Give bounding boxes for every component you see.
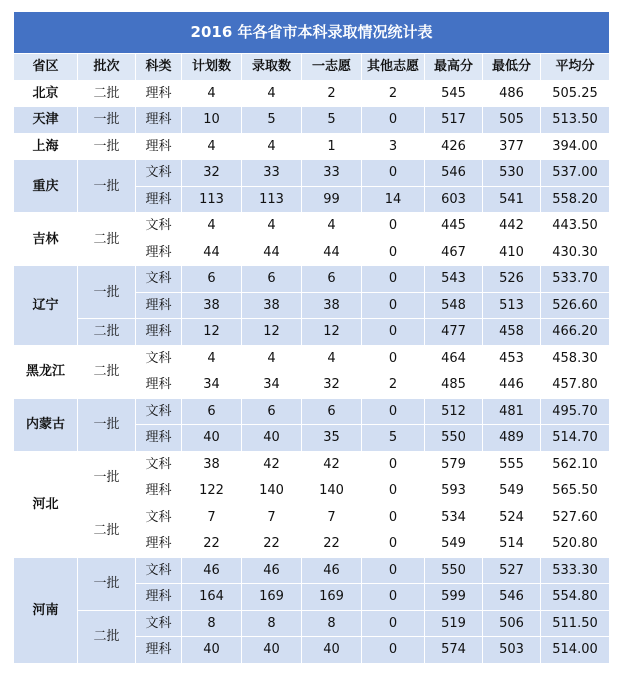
table-row — [14, 398, 610, 425]
min-score-cell: 377 — [483, 133, 541, 160]
first-choice-cell: 44 — [302, 239, 362, 266]
table-row — [14, 504, 610, 531]
batch-cell: 二批 — [78, 610, 136, 663]
table-row — [14, 107, 610, 134]
header-cell: 平均分 — [541, 54, 610, 81]
avg-score-cell: 533.70 — [541, 266, 610, 293]
min-score-cell: 442 — [483, 213, 541, 240]
other-choice-cell: 0 — [362, 531, 425, 558]
category-cell: 理科 — [136, 531, 182, 558]
batch-cell: 二批 — [78, 345, 136, 398]
max-score-cell: 549 — [425, 531, 483, 558]
admitted-count-cell: 113 — [242, 186, 302, 213]
avg-score-cell: 562.10 — [541, 451, 610, 478]
first-choice-cell: 1 — [302, 133, 362, 160]
stats-table-container — [13, 11, 609, 674]
header-row — [14, 54, 610, 81]
max-score-cell: 550 — [425, 557, 483, 584]
plan-count-cell: 8 — [182, 610, 242, 637]
other-choice-cell: 2 — [362, 80, 425, 107]
plan-count-cell: 4 — [182, 80, 242, 107]
header-cell: 最低分 — [483, 54, 541, 81]
other-choice-cell: 0 — [362, 107, 425, 134]
category-cell: 理科 — [136, 425, 182, 452]
other-choice-cell: 0 — [362, 584, 425, 611]
max-score-cell: 574 — [425, 637, 483, 664]
header-cell: 批次 — [78, 54, 136, 81]
category-cell: 文科 — [136, 213, 182, 240]
table-row — [14, 133, 610, 160]
table-body — [14, 80, 610, 663]
first-choice-cell: 5 — [302, 107, 362, 134]
category-cell: 理科 — [136, 239, 182, 266]
admitted-count-cell: 46 — [242, 557, 302, 584]
plan-count-cell: 10 — [182, 107, 242, 134]
table-row — [14, 345, 610, 372]
header-cell: 一志愿 — [302, 54, 362, 81]
avg-score-cell: 458.30 — [541, 345, 610, 372]
table-row — [14, 557, 610, 584]
admitted-count-cell: 33 — [242, 160, 302, 187]
province-cell: 上海 — [14, 133, 78, 160]
first-choice-cell: 35 — [302, 425, 362, 452]
max-score-cell: 546 — [425, 160, 483, 187]
plan-count-cell: 22 — [182, 531, 242, 558]
admitted-count-cell: 4 — [242, 133, 302, 160]
other-choice-cell: 0 — [362, 398, 425, 425]
max-score-cell: 593 — [425, 478, 483, 505]
plan-count-cell: 6 — [182, 266, 242, 293]
avg-score-cell: 514.70 — [541, 425, 610, 452]
province-cell: 河北 — [14, 451, 78, 557]
admitted-count-cell: 12 — [242, 319, 302, 346]
admitted-count-cell: 42 — [242, 451, 302, 478]
avg-score-cell: 537.00 — [541, 160, 610, 187]
header-cell: 省区 — [14, 54, 78, 81]
other-choice-cell: 0 — [362, 637, 425, 664]
other-choice-cell: 0 — [362, 160, 425, 187]
min-score-cell: 503 — [483, 637, 541, 664]
min-score-cell: 546 — [483, 584, 541, 611]
max-score-cell: 548 — [425, 292, 483, 319]
category-cell: 理科 — [136, 372, 182, 399]
table-row — [14, 610, 610, 637]
other-choice-cell: 0 — [362, 239, 425, 266]
batch-cell: 一批 — [78, 557, 136, 610]
avg-score-cell: 466.20 — [541, 319, 610, 346]
min-score-cell: 458 — [483, 319, 541, 346]
other-choice-cell: 0 — [362, 319, 425, 346]
other-choice-cell: 3 — [362, 133, 425, 160]
min-score-cell: 481 — [483, 398, 541, 425]
category-cell: 文科 — [136, 266, 182, 293]
avg-score-cell: 430.30 — [541, 239, 610, 266]
category-cell: 文科 — [136, 345, 182, 372]
category-cell: 文科 — [136, 451, 182, 478]
category-cell: 理科 — [136, 584, 182, 611]
other-choice-cell: 14 — [362, 186, 425, 213]
min-score-cell: 526 — [483, 266, 541, 293]
max-score-cell: 517 — [425, 107, 483, 134]
first-choice-cell: 4 — [302, 345, 362, 372]
category-cell: 理科 — [136, 637, 182, 664]
first-choice-cell: 6 — [302, 398, 362, 425]
table-row — [14, 80, 610, 107]
batch-cell: 二批 — [78, 319, 136, 346]
min-score-cell: 453 — [483, 345, 541, 372]
province-cell: 黑龙江 — [14, 345, 78, 398]
max-score-cell: 579 — [425, 451, 483, 478]
min-score-cell: 514 — [483, 531, 541, 558]
category-cell: 文科 — [136, 557, 182, 584]
category-cell: 理科 — [136, 80, 182, 107]
header-cell: 科类 — [136, 54, 182, 81]
admitted-count-cell: 38 — [242, 292, 302, 319]
min-score-cell: 486 — [483, 80, 541, 107]
max-score-cell: 477 — [425, 319, 483, 346]
first-choice-cell: 33 — [302, 160, 362, 187]
min-score-cell: 505 — [483, 107, 541, 134]
category-cell: 文科 — [136, 504, 182, 531]
min-score-cell: 506 — [483, 610, 541, 637]
plan-count-cell: 4 — [182, 133, 242, 160]
plan-count-cell: 4 — [182, 345, 242, 372]
province-cell: 天津 — [14, 107, 78, 134]
min-score-cell: 527 — [483, 557, 541, 584]
admitted-count-cell: 40 — [242, 425, 302, 452]
max-score-cell: 550 — [425, 425, 483, 452]
table-title: 2016 年各省市本科录取情况统计表 — [14, 12, 610, 54]
province-cell: 辽宁 — [14, 266, 78, 346]
admitted-count-cell: 4 — [242, 345, 302, 372]
min-score-cell: 410 — [483, 239, 541, 266]
other-choice-cell: 2 — [362, 372, 425, 399]
min-score-cell: 555 — [483, 451, 541, 478]
admitted-count-cell: 169 — [242, 584, 302, 611]
max-score-cell: 512 — [425, 398, 483, 425]
admitted-count-cell: 6 — [242, 266, 302, 293]
table-row — [14, 451, 610, 478]
min-score-cell: 489 — [483, 425, 541, 452]
admitted-count-cell: 5 — [242, 107, 302, 134]
plan-count-cell: 113 — [182, 186, 242, 213]
category-cell: 理科 — [136, 319, 182, 346]
plan-count-cell: 46 — [182, 557, 242, 584]
plan-count-cell: 12 — [182, 319, 242, 346]
avg-score-cell: 558.20 — [541, 186, 610, 213]
category-cell: 理科 — [136, 133, 182, 160]
admitted-count-cell: 140 — [242, 478, 302, 505]
table-row — [14, 160, 610, 187]
min-score-cell: 541 — [483, 186, 541, 213]
category-cell: 理科 — [136, 107, 182, 134]
max-score-cell: 485 — [425, 372, 483, 399]
other-choice-cell: 0 — [362, 610, 425, 637]
other-choice-cell: 0 — [362, 557, 425, 584]
max-score-cell: 599 — [425, 584, 483, 611]
batch-cell: 一批 — [78, 107, 136, 134]
other-choice-cell: 5 — [362, 425, 425, 452]
avg-score-cell: 511.50 — [541, 610, 610, 637]
max-score-cell: 545 — [425, 80, 483, 107]
first-choice-cell: 140 — [302, 478, 362, 505]
category-cell: 文科 — [136, 160, 182, 187]
batch-cell: 二批 — [78, 213, 136, 266]
avg-score-cell: 514.00 — [541, 637, 610, 664]
plan-count-cell: 7 — [182, 504, 242, 531]
max-score-cell: 534 — [425, 504, 483, 531]
plan-count-cell: 40 — [182, 425, 242, 452]
admitted-count-cell: 8 — [242, 610, 302, 637]
province-cell: 河南 — [14, 557, 78, 663]
admitted-count-cell: 7 — [242, 504, 302, 531]
admitted-count-cell: 4 — [242, 80, 302, 107]
plan-count-cell: 34 — [182, 372, 242, 399]
header-cell: 计划数 — [182, 54, 242, 81]
avg-score-cell: 554.80 — [541, 584, 610, 611]
max-score-cell: 519 — [425, 610, 483, 637]
max-score-cell: 603 — [425, 186, 483, 213]
province-cell: 北京 — [14, 80, 78, 107]
plan-count-cell: 38 — [182, 451, 242, 478]
first-choice-cell: 6 — [302, 266, 362, 293]
min-score-cell: 530 — [483, 160, 541, 187]
other-choice-cell: 0 — [362, 266, 425, 293]
admitted-count-cell: 34 — [242, 372, 302, 399]
min-score-cell: 549 — [483, 478, 541, 505]
header-cell: 录取数 — [242, 54, 302, 81]
avg-score-cell: 513.50 — [541, 107, 610, 134]
table-row — [14, 319, 610, 346]
max-score-cell: 445 — [425, 213, 483, 240]
province-cell: 吉林 — [14, 213, 78, 266]
max-score-cell: 543 — [425, 266, 483, 293]
batch-cell: 一批 — [78, 398, 136, 451]
first-choice-cell: 169 — [302, 584, 362, 611]
admitted-count-cell: 6 — [242, 398, 302, 425]
batch-cell: 一批 — [78, 160, 136, 213]
plan-count-cell: 6 — [182, 398, 242, 425]
avg-score-cell: 457.80 — [541, 372, 610, 399]
min-score-cell: 446 — [483, 372, 541, 399]
other-choice-cell: 0 — [362, 345, 425, 372]
plan-count-cell: 164 — [182, 584, 242, 611]
first-choice-cell: 12 — [302, 319, 362, 346]
plan-count-cell: 32 — [182, 160, 242, 187]
table-row — [14, 213, 610, 240]
admitted-count-cell: 22 — [242, 531, 302, 558]
batch-cell: 一批 — [78, 133, 136, 160]
plan-count-cell: 44 — [182, 239, 242, 266]
other-choice-cell: 0 — [362, 213, 425, 240]
first-choice-cell: 7 — [302, 504, 362, 531]
other-choice-cell: 0 — [362, 504, 425, 531]
first-choice-cell: 4 — [302, 213, 362, 240]
max-score-cell: 467 — [425, 239, 483, 266]
other-choice-cell: 0 — [362, 292, 425, 319]
first-choice-cell: 8 — [302, 610, 362, 637]
category-cell: 文科 — [136, 398, 182, 425]
admitted-count-cell: 4 — [242, 213, 302, 240]
first-choice-cell: 38 — [302, 292, 362, 319]
header-cell: 其他志愿 — [362, 54, 425, 81]
category-cell: 理科 — [136, 292, 182, 319]
first-choice-cell: 42 — [302, 451, 362, 478]
batch-cell: 一批 — [78, 266, 136, 319]
plan-count-cell: 40 — [182, 637, 242, 664]
avg-score-cell: 443.50 — [541, 213, 610, 240]
first-choice-cell: 2 — [302, 80, 362, 107]
min-score-cell: 524 — [483, 504, 541, 531]
max-score-cell: 426 — [425, 133, 483, 160]
province-cell: 重庆 — [14, 160, 78, 213]
table-row — [14, 266, 610, 293]
batch-cell: 二批 — [78, 80, 136, 107]
plan-count-cell: 122 — [182, 478, 242, 505]
other-choice-cell: 0 — [362, 451, 425, 478]
category-cell: 理科 — [136, 478, 182, 505]
batch-cell: 二批 — [78, 504, 136, 557]
first-choice-cell: 99 — [302, 186, 362, 213]
avg-score-cell: 527.60 — [541, 504, 610, 531]
province-cell: 内蒙古 — [14, 398, 78, 451]
first-choice-cell: 32 — [302, 372, 362, 399]
min-score-cell: 513 — [483, 292, 541, 319]
category-cell: 理科 — [136, 186, 182, 213]
avg-score-cell: 394.00 — [541, 133, 610, 160]
header-cell: 最高分 — [425, 54, 483, 81]
max-score-cell: 464 — [425, 345, 483, 372]
plan-count-cell: 38 — [182, 292, 242, 319]
avg-score-cell: 565.50 — [541, 478, 610, 505]
avg-score-cell: 520.80 — [541, 531, 610, 558]
avg-score-cell: 495.70 — [541, 398, 610, 425]
avg-score-cell: 533.30 — [541, 557, 610, 584]
admitted-count-cell: 44 — [242, 239, 302, 266]
admitted-count-cell: 40 — [242, 637, 302, 664]
first-choice-cell: 46 — [302, 557, 362, 584]
admission-stats-table — [13, 11, 609, 664]
avg-score-cell: 526.60 — [541, 292, 610, 319]
first-choice-cell: 40 — [302, 637, 362, 664]
other-choice-cell: 0 — [362, 478, 425, 505]
batch-cell: 一批 — [78, 451, 136, 504]
category-cell: 文科 — [136, 610, 182, 637]
plan-count-cell: 4 — [182, 213, 242, 240]
first-choice-cell: 22 — [302, 531, 362, 558]
avg-score-cell: 505.25 — [541, 80, 610, 107]
